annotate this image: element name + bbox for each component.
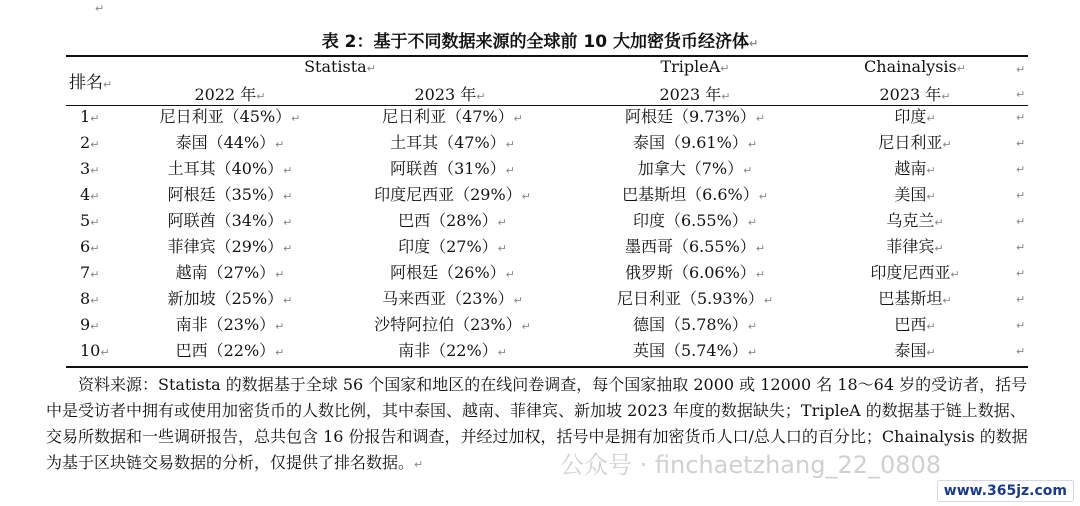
cell-chainalysis-2023: 美国↵	[894, 185, 936, 204]
row-mark: ↵	[1016, 215, 1026, 228]
cell-rank: 10↵	[80, 341, 110, 360]
cell-chainalysis-2023: 尼日利亚↵	[878, 133, 952, 152]
row-mark: ↵	[1016, 137, 1026, 150]
cell-statista-2022: 菲律宾（29%）↵	[167, 237, 293, 256]
cell-statista-2023: 阿联酋（31%）↵	[390, 159, 515, 178]
cell-rank: 4↵	[80, 185, 100, 204]
cell-statista-2023: 印度（27%）↵	[398, 237, 507, 256]
cell-statista-2022: 土耳其（40%）↵	[167, 159, 293, 178]
cell-statista-2022: 尼日利亚（45%）↵	[159, 107, 301, 126]
cell-triplea-2023: 英国（5.74%）↵	[632, 341, 758, 360]
cell-rank: 3↵	[80, 159, 100, 178]
cell-statista-2022: 巴西（22%）↵	[175, 341, 285, 360]
cell-chainalysis-2023: 巴基斯坦↵	[878, 289, 952, 308]
cell-chainalysis-2023: 巴西↵	[894, 315, 936, 334]
cell-chainalysis-2023: 印度↵	[894, 107, 936, 126]
row-mark: ↵	[1016, 163, 1026, 176]
cell-rank: 8↵	[80, 289, 100, 308]
cell-chainalysis-2023: 越南↵	[894, 159, 936, 178]
row-mark: ↵	[1016, 63, 1026, 76]
cell-triplea-2023: 尼日利亚（5.93%）↵	[616, 289, 774, 308]
table-title: 表 2：基于不同数据来源的全球前 10 大加密货币经济体↵	[321, 32, 759, 52]
table-header-rule	[66, 105, 1028, 106]
cell-rank: 1↵	[80, 107, 100, 126]
cell-statista-2022: 阿联酋（34%）↵	[167, 211, 293, 230]
header-year-statista-2023: 2023 年↵	[414, 85, 486, 104]
header-source-triplea: TripleA↵	[660, 57, 730, 76]
row-mark: ↵	[1016, 293, 1026, 306]
row-mark: ↵	[1016, 111, 1026, 124]
site-logo: www.365jz.com	[937, 480, 1074, 502]
cell-chainalysis-2023: 乌克兰↵	[886, 211, 944, 230]
cell-triplea-2023: 加拿大（7%）↵	[637, 159, 753, 178]
header-rank: 排名↵	[69, 73, 113, 93]
cell-rank: 9↵	[80, 315, 100, 334]
cell-statista-2022: 越南（27%）↵	[175, 263, 285, 282]
cell-statista-2022: 南非（23%）↵	[175, 315, 285, 334]
cell-statista-2023: 马来西亚（23%）↵	[382, 289, 523, 308]
cell-statista-2023: 印度尼西亚（29%）↵	[374, 185, 531, 204]
row-mark: ↵	[1016, 189, 1026, 202]
row-mark: ↵	[1016, 241, 1026, 254]
header-year-statista-2022: 2022 年↵	[194, 85, 266, 104]
cell-statista-2023: 巴西（28%）↵	[398, 211, 507, 230]
cell-statista-2022: 泰国（44%）↵	[175, 133, 285, 152]
cell-triplea-2023: 德国（5.78%）↵	[632, 315, 758, 334]
header-year-triplea-2023: 2023 年↵	[659, 85, 731, 104]
cell-triplea-2023: 泰国（9.61%）↵	[632, 133, 758, 152]
table-bottom-rule	[66, 366, 1028, 368]
cell-triplea-2023: 阿根廷（9.73%）↵	[624, 107, 766, 126]
cell-statista-2023: 阿根廷（26%）↵	[390, 263, 515, 282]
cell-rank: 2↵	[80, 133, 100, 152]
cell-triplea-2023: 印度（6.55%）↵	[632, 211, 758, 230]
source-note: 资料来源：Statista 的数据基于全球 56 个国家和地区的在线问卷调查，每个国家抽取 2000 或 12000 名 18～64 岁的受访者，括号中是受访者中拥有或使用加密货币的人数比例，其中泰国、越南、菲律宾、新加坡 2023 年度的数据缺失；TripleA 的数据基于链上数据、交易所数据和一些调研报告，总共包含 16 份报告和调查，并经过加权，括号中是拥有加密货币人口/总人口的百分比；Chainalysis 的数据为基于区块链交易数据的分析，仅提供了排名数据。↵	[46, 375, 1028, 472]
cell-chainalysis-2023: 菲律宾↵	[886, 237, 944, 256]
cell-triplea-2023: 俄罗斯（6.06%）↵	[624, 263, 766, 282]
cell-statista-2023: 土耳其（47%）↵	[390, 133, 515, 152]
cell-triplea-2023: 巴基斯坦（6.6%）↵	[622, 185, 768, 204]
header-source-statista: Statista↵	[304, 57, 376, 76]
header-source-chainalysis: Chainalysis↵	[864, 57, 966, 76]
wechat-watermark: 公众号 · finchaetzhang_22_0808	[560, 451, 942, 479]
row-mark: ↵	[1016, 345, 1026, 358]
row-mark: ↵	[1016, 88, 1026, 101]
paragraph-mark: ↵	[95, 2, 105, 15]
cell-statista-2023: 沙特阿拉伯（23%）↵	[374, 315, 531, 334]
cell-statista-2023: 尼日利亚（47%）↵	[382, 107, 523, 126]
cell-chainalysis-2023: 泰国↵	[894, 341, 936, 360]
cell-triplea-2023: 墨西哥（6.55%）↵	[624, 237, 766, 256]
cell-statista-2022: 阿根廷（35%）↵	[167, 185, 293, 204]
cell-statista-2023: 南非（22%）↵	[398, 341, 507, 360]
cell-rank: 6↵	[80, 237, 100, 256]
row-mark: ↵	[1016, 267, 1026, 280]
cell-chainalysis-2023: 印度尼西亚↵	[870, 263, 960, 282]
cell-statista-2022: 新加坡（25%）↵	[167, 289, 293, 308]
cell-rank: 7↵	[80, 263, 100, 282]
header-year-chainalysis-2023: 2023 年↵	[879, 85, 951, 104]
cell-rank: 5↵	[80, 211, 100, 230]
row-mark: ↵	[1016, 319, 1026, 332]
